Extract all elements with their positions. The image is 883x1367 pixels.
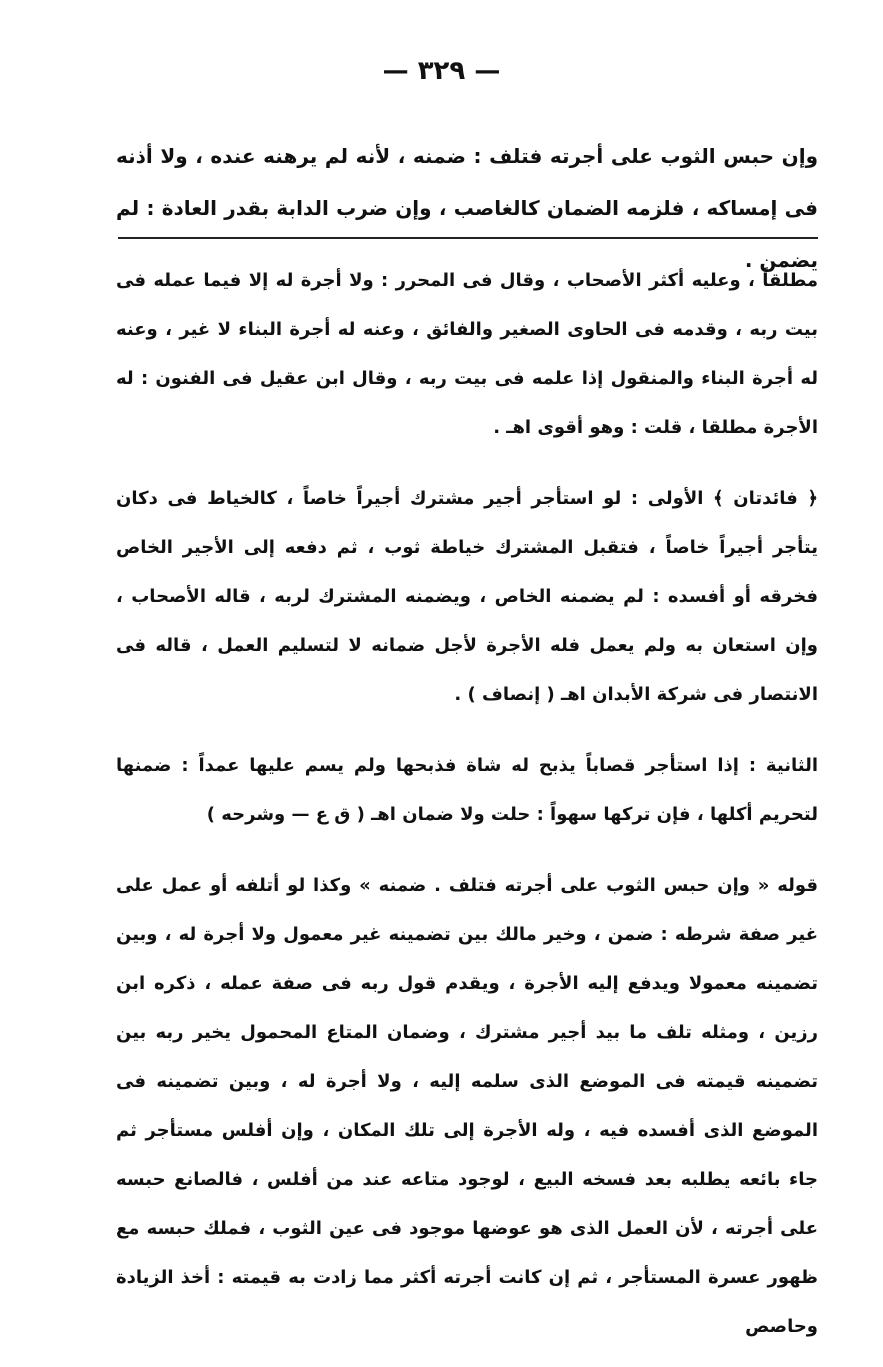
footnotes-section [116,256,818,1351]
footnote-paragraph: الثانية : إذا استأجر قصاباً يذبح له شاة فذبحها ولم يسم عليها عمداً : ضمنها لتحريم أكلها ، فإن تركها سهواً : حلت ولا ضمان اهـ ( ق ع — وشرحه ) [116,755,818,825]
footnote-paragraph: قوله « وإن حبس الثوب على أجرته فتلف . ضمنه » وكذا لو أتلفه أو عمل على غير صفة شرطه : ضمن ، وخير مالك بين تضمينه غير معمول ولا أجرة له ، وبين تضمينه معمولا ويدفع إليه الأجرة ، ويقدم قول ربه فى صفة عمله ، ذكره ابن رزين ، ومثله تلف ما بيد أجير مشترك ، وضمان المتاع المحمول يخير ربه بين تضمينه قيمته فى الموضع الذى سلمه إليه ، ولا أجرة له ، وبين تضمينه فى الموضع الذى أفسده فيه ، وله الأجرة إلى تلك المكان ، وإن أفلس مستأجر ثم جاء بائعه يطلبه بعد فسخه البيع ، لوجود متاعه عند من أفلس ، فالصانع حبسه على أجرته ، لأن العمل الذى هو عوضها موجود فى عين الثوب ، فملك حبسه مع ظهور عسرة المستأجر ، ثم إن كانت أجرته أكثر مما زادت به قيمته : أخذ الزيادة وحاصص [116,875,818,1337]
main-text-paragraph: وإن حبس الثوب على أجرته فتلف : ضمنه ، لأنه لم يرهنه عنده ، ولا أذنه فى إمساكه ، فلزمه الضمان كالغاصب ، وإن ضرب الدابة بقدر العادة : لم يضمن . [116,144,818,272]
footnote-paragraph: مطلقاً ، وعليه أكثر الأصحاب ، وقال فى المحرر : ولا أجرة له إلا فيما عمله فى بيت ربه ، وقدمه فى الحاوى الصغير والفائق ، وعنه له أجرة البناء لا غير ، وعنه له أجرة البناء والمنقول إذا علمه فى بيت ربه ، وقال ابن عقيل فى الفنون : له الأجرة مطلقا ، قلت : وهو أقوى اهـ . [116,270,818,438]
footnote-paragraph: ﴿ فائدتان ﴾ الأولى : لو استأجر أجير مشترك أجيراً خاصاً ، كالخياط فى دكان يتأجر أجيراً خاصاً ، فتقبل المشترك خياطة ثوب ، ثم دفعه إلى الأجير الخاص فخرقه أو أفسده : لم يضمنه الخاص ، ويضمنه المشترك لربه ، قاله الأصحاب ، وإن استعان به ولم يعمل فله الأجرة لأجل ضمانه لا لتسليم العمل ، قاله فى الانتصار فى شركة الأبدان اهـ ( إنصاف ) . [116,488,818,705]
footnote-divider [118,237,818,239]
page-number: — ٣٢٩ — [382,56,501,86]
